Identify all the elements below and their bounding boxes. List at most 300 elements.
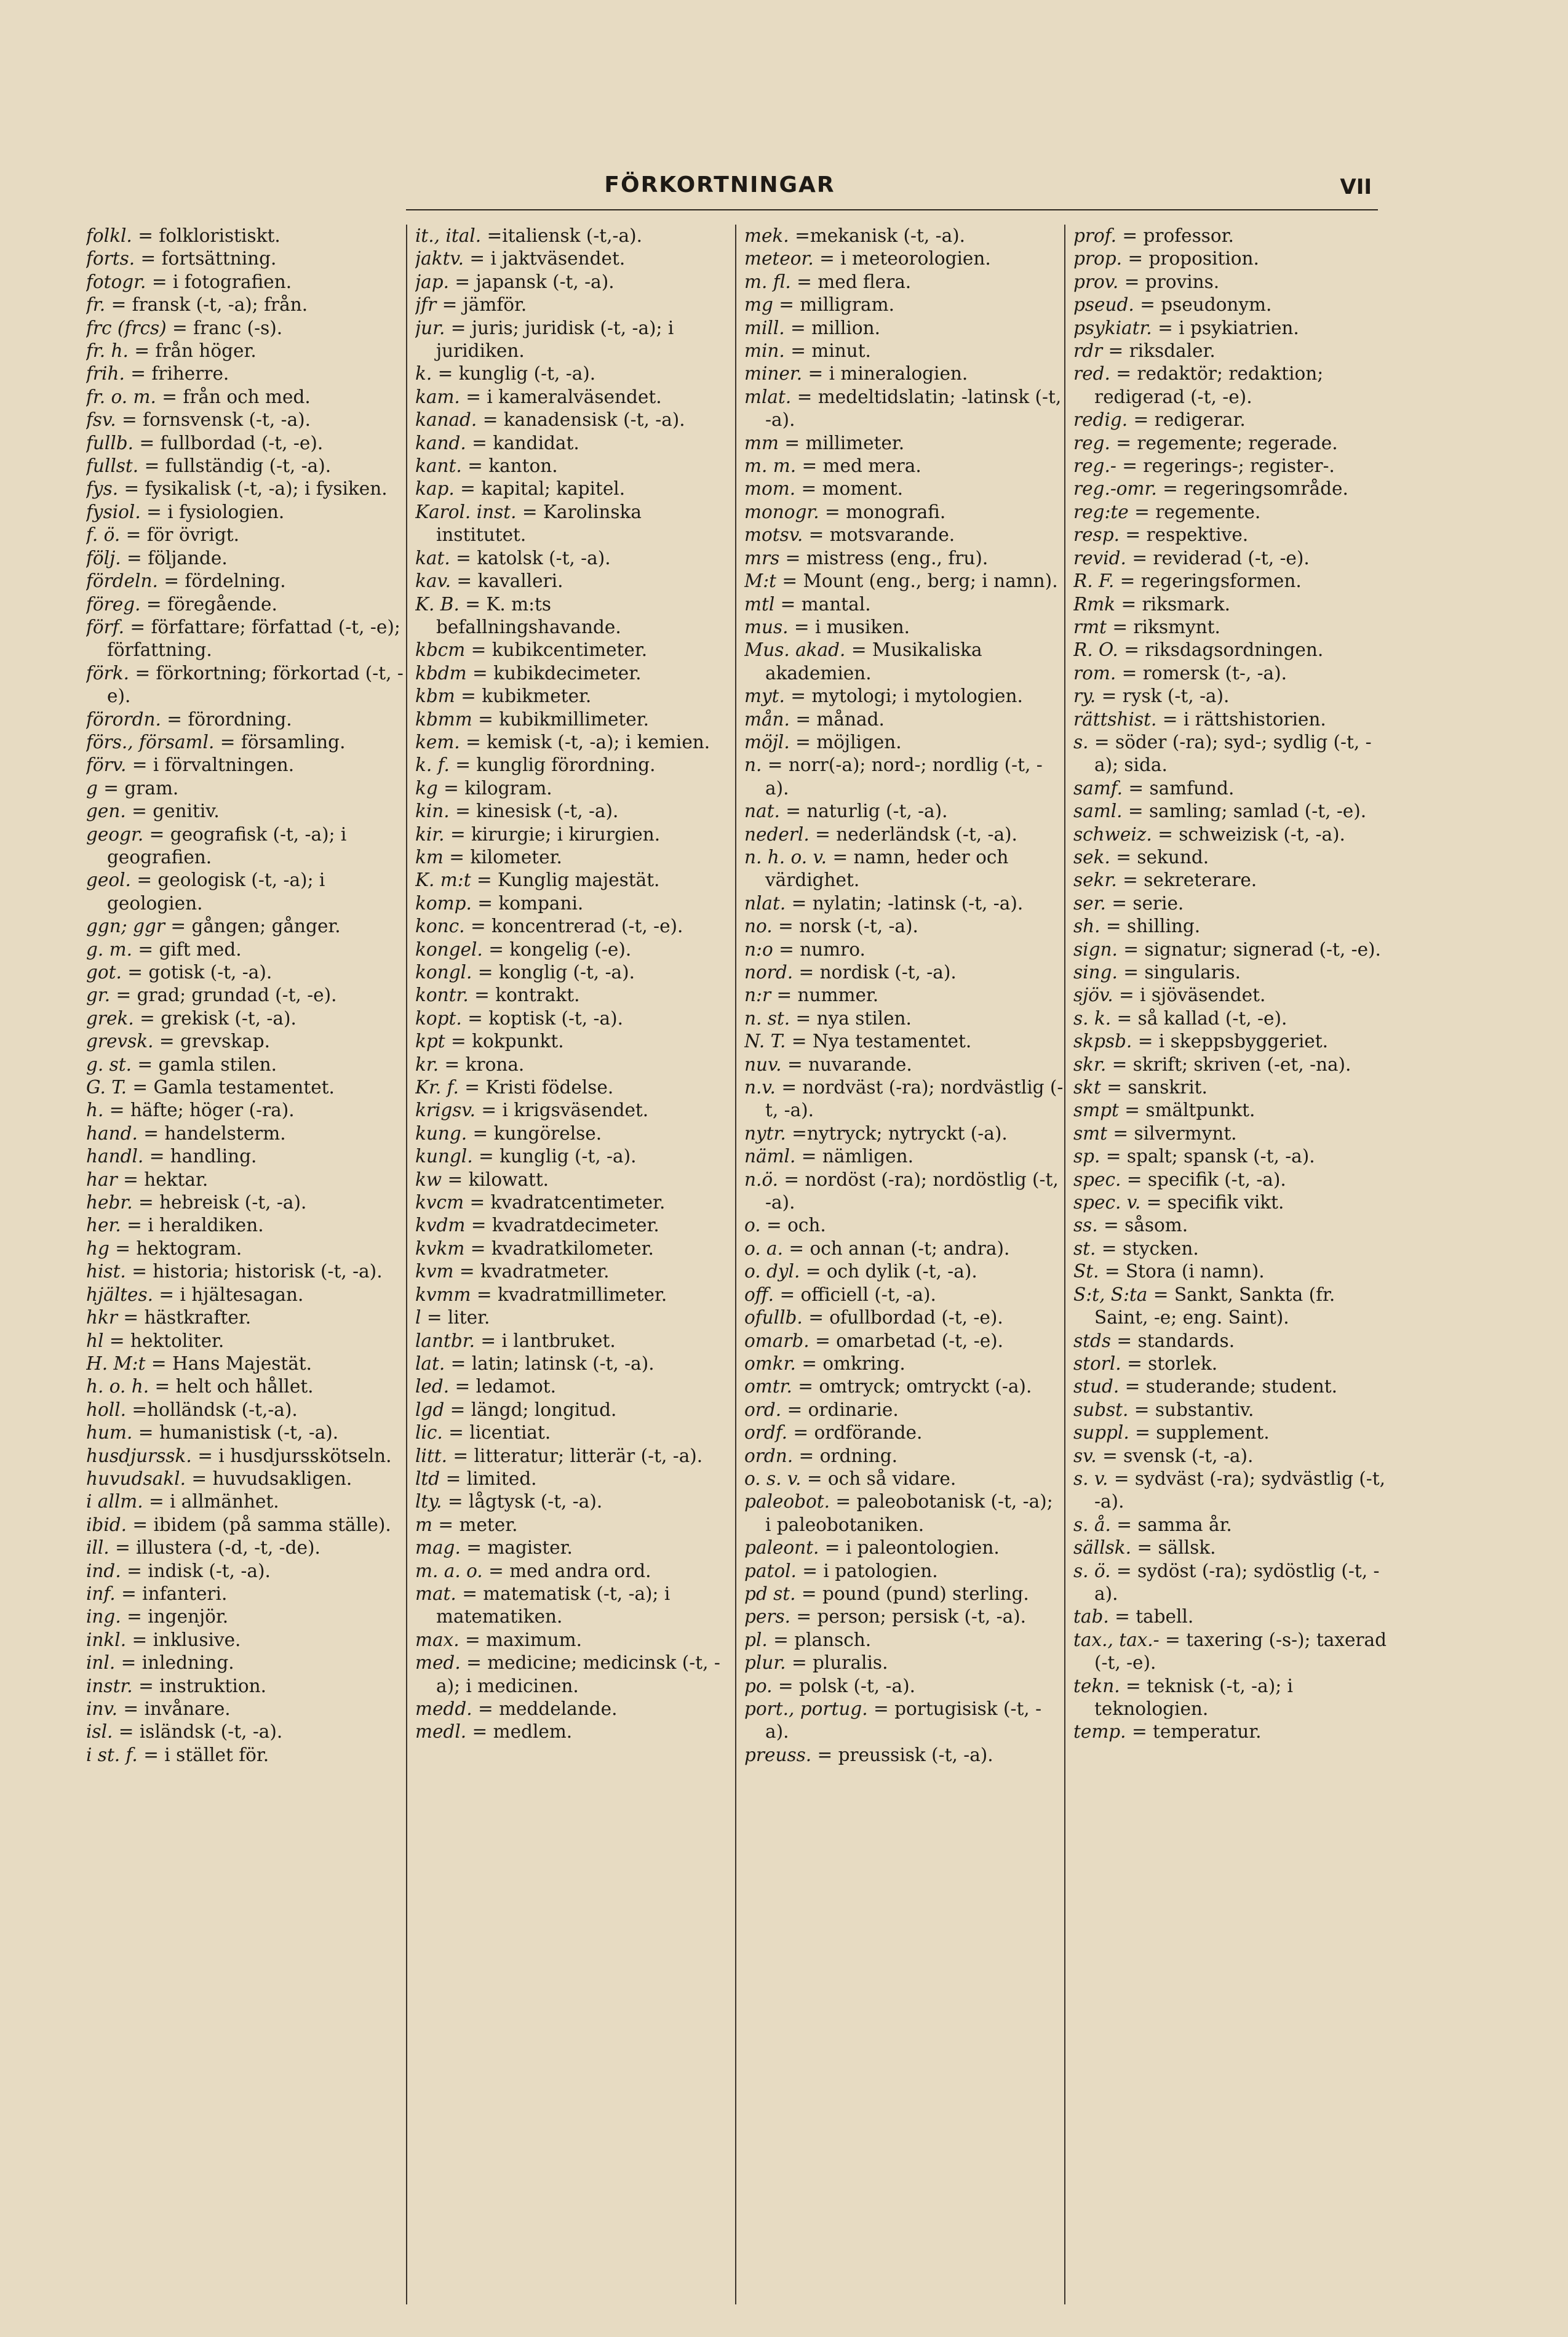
abbreviation-term: grek. [86, 1007, 134, 1029]
abbreviation-term: stud. [1073, 1376, 1120, 1397]
abbreviation-term: o. dyl. [744, 1261, 800, 1282]
abbreviation-definition: = schweizisk (-t, -a). [1158, 823, 1345, 845]
abbreviation-entry [86, 1053, 406, 1076]
abbreviation-entry [86, 1399, 406, 1421]
abbreviation-definition: = kemisk (-t, -a); i kemien. [466, 731, 710, 753]
abbreviation-entry [86, 340, 406, 362]
abbreviation-definition: = möjligen. [795, 731, 902, 753]
abbreviation-entry [744, 1490, 1064, 1536]
abbreviation-term: m. fl. [744, 271, 791, 292]
abbreviation-term: m [415, 1514, 432, 1535]
abbreviation-definition: = huvudsakligen. [191, 1468, 352, 1489]
abbreviation-definition: = invånare. [123, 1698, 231, 1719]
abbreviation-definition: = regeringsformen. [1120, 570, 1302, 592]
abbreviation-term: kopt. [415, 1007, 462, 1029]
abbreviation-term: monogr. [744, 501, 819, 522]
abbreviation-definition: = författare; författad (-t, -e); författning. [107, 616, 400, 661]
abbreviation-term: s. å. [1073, 1514, 1111, 1535]
abbreviation-definition: = minut. [790, 340, 871, 362]
abbreviation-term: pers. [744, 1606, 790, 1628]
abbreviation-definition: = kompani. [477, 892, 584, 914]
abbreviation-term: fr. o. m. [86, 386, 156, 407]
abbreviation-entry [86, 1421, 406, 1444]
abbreviation-definition: = tabell. [1115, 1606, 1194, 1628]
abbreviation-entry [1073, 1352, 1393, 1375]
abbreviation-entry [1073, 1007, 1393, 1030]
abbreviation-term: lantbr. [415, 1330, 475, 1351]
abbreviation-definition: = sanskrit. [1107, 1077, 1208, 1098]
abbreviation-definition: = i skeppsbyggeriet. [1137, 1031, 1328, 1052]
abbreviation-definition: = medeltidslatin; -latinsk (-t, -a). [765, 386, 1062, 431]
abbreviation-definition: = månad. [795, 708, 885, 730]
abbreviation-entry [415, 1284, 735, 1306]
abbreviation-definition: = friherre. [130, 363, 229, 385]
abbreviation-term: nord. [744, 962, 794, 983]
abbreviation-definition: =italiensk (-t,-a). [487, 225, 642, 246]
abbreviation-definition: = gram. [103, 777, 179, 799]
abbreviation-definition: = med flera. [797, 271, 912, 292]
abbreviation-term: reg:te [1073, 501, 1129, 522]
abbreviation-definition: = latin; latinsk (-t, -a). [450, 1352, 655, 1374]
abbreviation-entry [1073, 362, 1393, 409]
abbreviation-entry [415, 1306, 735, 1329]
abbreviation-term: plur. [744, 1652, 786, 1674]
abbreviation-definition: = samling; samlad (-t, -e). [1128, 801, 1367, 822]
abbreviation-definition: = liter. [426, 1307, 490, 1328]
abbreviation-entry [415, 846, 735, 869]
abbreviation-definition: = i förvaltningen. [132, 754, 295, 776]
abbreviation-definition: = kokpunkt. [451, 1031, 564, 1052]
abbreviation-term: reg. [1073, 432, 1110, 453]
abbreviation-definition: = koptisk (-t, -a). [468, 1007, 623, 1029]
abbreviation-entry [415, 1445, 735, 1468]
abbreviation-definition: = kubikcentimeter. [471, 639, 648, 661]
abbreviation-entry [1073, 1237, 1393, 1260]
abbreviation-entry [744, 1053, 1064, 1076]
abbreviation-definition: = spalt; spansk (-t, -a). [1105, 1146, 1315, 1167]
abbreviation-entry [1073, 731, 1393, 777]
abbreviation-definition: = Stora (i namn). [1104, 1261, 1265, 1282]
abbreviation-term: skt [1073, 1077, 1101, 1098]
abbreviation-entry [415, 800, 735, 823]
abbreviation-entry [1073, 593, 1393, 616]
abbreviation-term: n.ö. [744, 1168, 778, 1190]
abbreviation-entry [744, 1237, 1064, 1260]
abbreviation-definition: = Karolinska institutet. [436, 501, 642, 546]
abbreviation-entry [86, 1698, 406, 1720]
abbreviation-definition: = omtryck; omtryckt (-a). [798, 1376, 1032, 1397]
abbreviation-definition: = japansk (-t, -a). [455, 271, 615, 292]
abbreviation-term: jur. [415, 317, 445, 338]
abbreviation-definition: = kunglig (-t, -a). [437, 363, 596, 385]
abbreviation-definition: =nytryck; nytryckt (-a). [792, 1122, 1008, 1144]
abbreviation-definition: = i mineralogien. [808, 363, 968, 385]
abbreviation-definition: = i sjöväsendet. [1118, 985, 1266, 1006]
abbreviation-definition: = historia; historisk (-t, -a). [132, 1261, 383, 1282]
abbreviation-term: möjl. [744, 731, 790, 753]
abbreviation-definition: = nämligen. [801, 1146, 914, 1167]
abbreviation-entry [1073, 247, 1393, 270]
abbreviation-term: kbcm [415, 639, 466, 661]
abbreviation-entry [86, 1030, 406, 1053]
abbreviation-entry [744, 1260, 1064, 1283]
abbreviation-entry [1073, 1536, 1393, 1559]
abbreviation-definition: = ledamot. [455, 1376, 556, 1397]
abbreviation-term: huvudsakl. [86, 1468, 186, 1489]
abbreviation-definition: = nylatin; -latinsk (-t, -a). [791, 892, 1024, 914]
abbreviation-entry [86, 432, 406, 455]
abbreviation-entry [744, 731, 1064, 754]
abbreviation-entry [744, 1007, 1064, 1030]
abbreviation-definition: = gift med. [138, 938, 242, 960]
abbreviation-entry [744, 547, 1064, 570]
abbreviation-entry [1073, 823, 1393, 846]
abbreviation-term: handl. [86, 1146, 144, 1167]
abbreviation-entry [1073, 501, 1393, 524]
abbreviation-entry [744, 1352, 1064, 1375]
abbreviation-definition: = kvadratdecimeter. [471, 1215, 659, 1236]
abbreviation-definition: = supplement. [1135, 1422, 1270, 1444]
abbreviation-definition: = för övrigt. [125, 524, 239, 546]
abbreviation-entry [1073, 961, 1393, 984]
abbreviation-definition: = indisk (-t, -a). [127, 1560, 271, 1581]
abbreviation-term: subst. [1073, 1399, 1129, 1420]
abbreviation-term: revid. [1073, 547, 1126, 569]
abbreviation-entry [1073, 1514, 1393, 1536]
abbreviation-definition: = isländsk (-t, -a). [118, 1721, 283, 1743]
abbreviation-entry [415, 1536, 735, 1559]
abbreviation-definition: = kunglig förordning. [455, 754, 656, 776]
abbreviation-definition: = juris; juridisk (-t, -a); i juridiken. [436, 317, 674, 362]
abbreviation-definition: = romersk (t-, -a). [1121, 662, 1287, 684]
abbreviation-entry [415, 1191, 735, 1214]
abbreviation-definition: = nuvarande. [787, 1053, 912, 1075]
abbreviation-definition: = församling. [220, 731, 346, 753]
abbreviation-term: kant. [415, 455, 462, 477]
abbreviation-term: instr. [86, 1675, 133, 1696]
abbreviation-entry [1073, 869, 1393, 892]
abbreviation-definition: = kirurgie; i kirurgien. [450, 823, 661, 845]
abbreviation-entry [744, 362, 1064, 385]
abbreviation-term: stds [1073, 1330, 1112, 1351]
abbreviation-term: kvkm [415, 1237, 465, 1259]
abbreviation-definition: = från höger. [134, 340, 257, 362]
abbreviation-entry [415, 501, 735, 547]
abbreviation-term: kir. [415, 823, 445, 845]
abbreviation-entry [1073, 524, 1393, 546]
abbreviation-term: ofullb. [744, 1307, 803, 1328]
abbreviation-term: M:t [744, 570, 776, 592]
abbreviation-entry [86, 1605, 406, 1628]
abbreviation-entry [1073, 892, 1393, 915]
abbreviation-term: tax., tax.- [1073, 1629, 1160, 1650]
abbreviation-term: sing. [1073, 962, 1118, 983]
abbreviation-entry [86, 524, 406, 546]
abbreviation-entry [744, 1421, 1064, 1444]
abbreviation-entry [415, 1490, 735, 1513]
abbreviation-term: fr. [86, 294, 106, 316]
abbreviation-term: sh. [1073, 916, 1100, 937]
abbreviation-entry [86, 225, 406, 247]
abbreviation-term: folkl. [86, 225, 132, 246]
abbreviation-term: krigsv. [415, 1100, 476, 1121]
abbreviation-entry [415, 1330, 735, 1352]
abbreviation-term: kongel. [415, 938, 483, 960]
abbreviation-term: fullst. [86, 455, 139, 477]
abbreviation-definition: = plansch. [773, 1629, 872, 1650]
abbreviation-entry [415, 1053, 735, 1076]
abbreviation-term: psykiatr. [1073, 317, 1152, 338]
abbreviation-term: hand. [86, 1122, 138, 1144]
abbreviation-term: n.v. [744, 1077, 776, 1098]
abbreviation-term: sign. [1073, 938, 1118, 960]
abbreviation-entry [744, 800, 1064, 823]
abbreviation-entry [1073, 570, 1393, 593]
abbreviation-definition: = millimeter. [784, 432, 905, 453]
abbreviation-term: mm [744, 432, 779, 453]
abbreviation-term: ser. [1073, 892, 1106, 914]
abbreviation-definition: = kubikmillimeter. [478, 708, 649, 730]
abbreviation-term: prov. [1073, 271, 1119, 292]
abbreviation-term: n:r [744, 985, 771, 1006]
abbreviation-term: rdr [1073, 340, 1103, 362]
abbreviation-term: paleobot. [744, 1491, 830, 1512]
abbreviation-entry [744, 524, 1064, 546]
abbreviation-term: saml. [1073, 801, 1123, 822]
abbreviation-definition: = infanteri. [121, 1583, 228, 1604]
abbreviation-term: storl. [1073, 1352, 1121, 1374]
abbreviation-entry [744, 386, 1064, 432]
abbreviation-entry [744, 1744, 1064, 1767]
abbreviation-definition: = preussisk (-t, -a). [817, 1744, 993, 1765]
abbreviation-entry [744, 1605, 1064, 1628]
abbreviation-entry [86, 1652, 406, 1674]
abbreviation-entry [86, 869, 406, 915]
abbreviation-entry [415, 1076, 735, 1099]
abbreviation-entry [744, 1145, 1064, 1168]
abbreviation-definition: =mekanisk (-t, -a). [795, 225, 966, 246]
abbreviation-definition: = norsk (-t, -a). [778, 916, 918, 937]
abbreviation-entry [86, 386, 406, 409]
abbreviation-entry [1073, 777, 1393, 800]
abbreviation-entry [415, 708, 735, 731]
abbreviation-definition: = kunglig (-t, -a). [478, 1146, 637, 1167]
abbreviation-entry [1073, 1099, 1393, 1122]
abbreviation-entry [86, 731, 406, 754]
abbreviation-term: ord. [744, 1399, 782, 1420]
abbreviation-term: mg [744, 294, 773, 316]
abbreviation-definition: = i fotografien. [151, 271, 292, 292]
abbreviation-entry [1073, 1260, 1393, 1283]
abbreviation-definition: = kvadratcentimeter. [469, 1192, 666, 1213]
abbreviation-term: kbmm [415, 708, 472, 730]
abbreviation-entry [1073, 984, 1393, 1007]
abbreviation-definition: = respektive. [1125, 524, 1249, 546]
abbreviation-term: nat. [744, 801, 780, 822]
abbreviation-term: fsv. [86, 409, 116, 431]
abbreviation-entry [86, 961, 406, 984]
abbreviation-entry [415, 961, 735, 984]
abbreviation-definition: = nordöst (-ra); nordöstlig (-t, -a). [765, 1168, 1059, 1213]
abbreviation-definition: = ordning. [798, 1445, 898, 1466]
abbreviation-entry [86, 777, 406, 800]
abbreviation-definition: = geografisk (-t, -a); i geografien. [107, 823, 347, 868]
abbreviation-entry [415, 570, 735, 593]
abbreviation-entry [744, 455, 1064, 477]
abbreviation-definition: = K. m:ts befallningshavande. [436, 593, 621, 637]
abbreviation-entry [415, 662, 735, 685]
abbreviation-entry [86, 800, 406, 823]
abbreviation-entry [415, 593, 735, 639]
abbreviation-entry [744, 685, 1064, 708]
abbreviation-definition: = kungörelse. [472, 1122, 602, 1144]
abbreviation-definition: = sekreterare. [1123, 869, 1257, 891]
abbreviation-term: S:t, S:ta [1073, 1284, 1148, 1305]
abbreviation-term: hebr. [86, 1192, 133, 1213]
abbreviation-definition: = omarbetad (-t, -e). [815, 1330, 1004, 1351]
abbreviation-definition: = Kristi födelse. [464, 1077, 614, 1098]
abbreviation-term: lgd [415, 1399, 445, 1420]
abbreviation-term: förordn. [86, 708, 161, 730]
abbreviation-term: mrs [744, 547, 780, 569]
abbreviation-entry [415, 984, 735, 1007]
abbreviation-definition: = hektar. [123, 1168, 209, 1190]
abbreviation-entry [86, 1260, 406, 1283]
abbreviation-term: geogr. [86, 823, 144, 845]
abbreviation-entry [86, 1560, 406, 1583]
abbreviation-term: K. B. [415, 593, 460, 615]
abbreviation-entry [86, 1076, 406, 1099]
abbreviation-entry [1073, 432, 1393, 455]
abbreviation-term: jaktv. [415, 248, 464, 270]
abbreviation-definition: = omkring. [802, 1352, 905, 1374]
abbreviation-entry [744, 340, 1064, 362]
abbreviation-definition: = med andra ord. [488, 1560, 651, 1581]
abbreviation-term: it., ital. [415, 225, 482, 246]
abbreviation-term: frc (frcs) [86, 317, 167, 338]
abbreviation-term: kin. [415, 801, 450, 822]
abbreviation-definition: = Nya testamentet. [791, 1031, 972, 1052]
abbreviation-entry [415, 1214, 735, 1237]
abbreviation-term: nytr. [744, 1122, 786, 1144]
abbreviation-entry [86, 1536, 406, 1559]
abbreviation-definition: = mistress (eng., fru). [785, 547, 989, 569]
abbreviation-term: n. st. [744, 1007, 790, 1029]
abbreviation-definition: = hektogram. [115, 1237, 242, 1259]
abbreviation-entry [1073, 1076, 1393, 1099]
abbreviation-term: hl [86, 1330, 104, 1351]
abbreviation-definition: = hektoliter. [109, 1330, 225, 1351]
abbreviation-definition: = Sankt, Sankta (fr. Saint, -e; eng. Saint). [1094, 1284, 1335, 1328]
abbreviation-entry [86, 1168, 406, 1191]
abbreviation-entry [415, 477, 735, 500]
abbreviation-definition: = portugisisk (-t, -a). [765, 1698, 1042, 1743]
abbreviation-definition: = i lantbruket. [480, 1330, 616, 1351]
abbreviation-definition: = rysk (-t, -a). [1101, 685, 1230, 707]
abbreviation-entry [415, 1099, 735, 1122]
abbreviation-definition: = officiell (-t, -a). [779, 1284, 936, 1305]
abbreviation-term: förs., församl. [86, 731, 215, 753]
abbreviation-entry [415, 1720, 735, 1743]
abbreviation-term: föreg. [86, 593, 141, 615]
abbreviation-definition: = helt och hållet. [154, 1376, 314, 1397]
abbreviation-definition: = mantal. [780, 593, 871, 615]
abbreviation-definition: = och annan (-t; andra). [789, 1237, 1010, 1259]
abbreviation-term: smt [1073, 1122, 1107, 1144]
abbreviation-term: ggn; ggr [86, 916, 165, 937]
abbreviation-term: fys. [86, 478, 119, 500]
abbreviation-entry [744, 1675, 1064, 1698]
abbreviation-entry [744, 1076, 1064, 1122]
abbreviation-entry [744, 616, 1064, 639]
abbreviation-term: har [86, 1168, 117, 1190]
abbreviation-entry [415, 823, 735, 846]
abbreviation-term: fr. h. [86, 340, 129, 362]
abbreviation-entry [415, 639, 735, 661]
page-header [80, 172, 1372, 209]
abbreviation-term: o. a. [744, 1237, 783, 1259]
abbreviation-entry [86, 1099, 406, 1122]
abbreviation-term: kvm [415, 1261, 454, 1282]
abbreviation-definition: = ordinarie. [787, 1399, 899, 1420]
page-number: VII [1340, 175, 1372, 199]
page-title: FÖRKORTNINGAR [604, 172, 835, 198]
abbreviation-term: följ. [86, 547, 121, 569]
abbreviation-definition: = folkloristiskt. [138, 225, 281, 246]
abbreviation-entry [86, 1629, 406, 1652]
abbreviation-term: min. [744, 340, 785, 362]
abbreviation-term: o. s. v. [744, 1468, 802, 1489]
abbreviation-entry [86, 362, 406, 385]
abbreviation-definition: = ofullbordad (-t, -e). [808, 1307, 1003, 1328]
abbreviation-definition: = meddelande. [477, 1698, 618, 1719]
abbreviation-term: gen. [86, 801, 126, 822]
abbreviation-entry [744, 823, 1064, 846]
abbreviation-definition: = specifik (-t, -a). [1126, 1168, 1286, 1190]
abbreviation-definition: = Kunglig majestät. [476, 869, 660, 891]
abbreviation-definition: = motsvarande. [808, 524, 955, 546]
abbreviation-term: ss. [1073, 1215, 1098, 1236]
abbreviation-definition: = Musikaliska akademien. [765, 639, 982, 684]
abbreviation-entry [744, 1536, 1064, 1559]
abbreviation-entry [1073, 1145, 1393, 1168]
abbreviation-term: näml. [744, 1146, 796, 1167]
abbreviation-entry [1073, 455, 1393, 477]
abbreviation-entry [415, 1145, 735, 1168]
abbreviation-definition: = gotisk (-t, -a). [127, 962, 273, 983]
abbreviation-term: ind. [86, 1560, 121, 1581]
column-1 [86, 225, 406, 2311]
abbreviation-definition: = litteratur; litterär (-t, -a). [453, 1445, 703, 1466]
abbreviation-definition: = fullbordad (-t, -e). [139, 432, 324, 453]
abbreviation-term: kvdm [415, 1215, 466, 1236]
abbreviation-term: gr. [86, 985, 111, 1006]
abbreviation-entry [415, 1421, 735, 1444]
abbreviation-entry [744, 1445, 1064, 1468]
abbreviation-definition: = illustera (-d, -t, -de). [115, 1537, 320, 1559]
abbreviation-definition: = regemente. [1134, 501, 1261, 522]
abbreviation-definition: = serie. [1112, 892, 1184, 914]
abbreviation-term: po. [744, 1675, 773, 1696]
abbreviation-term: mlat. [744, 386, 792, 407]
abbreviation-definition: = föregående. [146, 593, 277, 615]
abbreviation-term: kr. [415, 1053, 439, 1075]
abbreviation-term: Kr. f. [415, 1077, 459, 1098]
abbreviation-entry [1073, 1053, 1393, 1076]
abbreviation-entry [86, 1445, 406, 1468]
abbreviation-term: isl. [86, 1721, 113, 1743]
abbreviation-entry [86, 271, 406, 294]
